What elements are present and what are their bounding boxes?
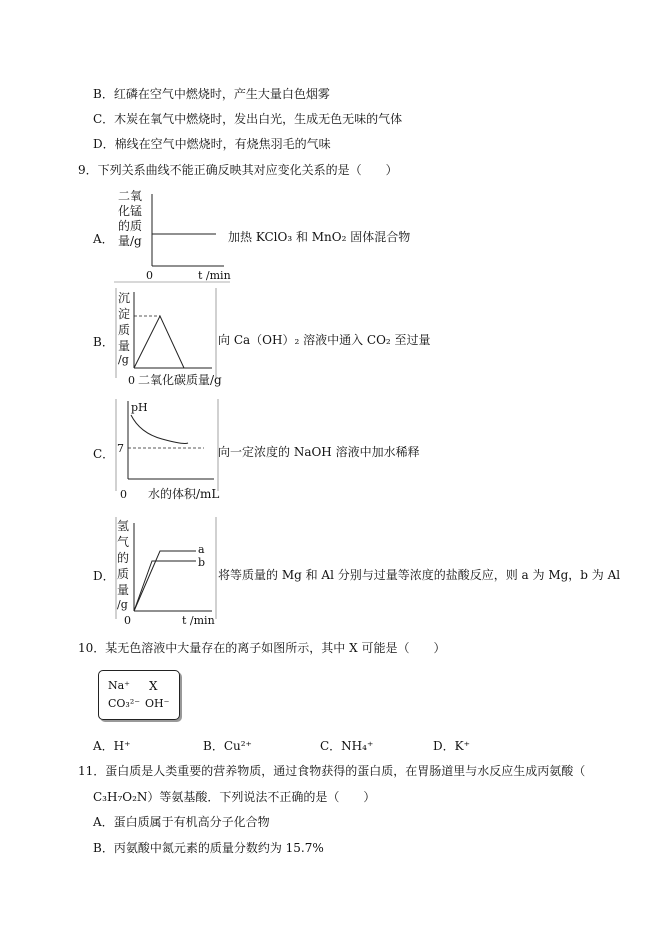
- q9-c-ylabel: pH: [131, 401, 148, 414]
- q9-d-ylabel-6: /g: [117, 598, 128, 611]
- q9-d-ylabel-3: 的: [117, 551, 130, 565]
- q9-d-origin: 0: [124, 614, 131, 627]
- q9-b-ylabel-2: 淀: [118, 307, 131, 321]
- q9-b-curve: [134, 316, 184, 368]
- q9-c-tick-7: 7: [117, 442, 124, 455]
- q8-option-b: B．红磷在空气中燃烧时，产生大量白色烟雾: [93, 87, 330, 101]
- q10-option-a: A．H⁺: [93, 739, 131, 753]
- q9-d-ylabel-2: 气: [117, 535, 130, 549]
- q9-d-ylabel-5: 量: [117, 583, 130, 597]
- q9-d-graph: [114, 515, 224, 625]
- q9-b-xlabel: 二氧化碳质量/g: [138, 373, 222, 387]
- q10-option-d: D．K⁺: [433, 739, 470, 753]
- q9-a-origin: 0: [146, 269, 153, 282]
- q9-b-letter: B．: [93, 335, 114, 349]
- q9-b-ylabel-5: /g: [118, 353, 129, 366]
- q10-stem: 10．某无色溶液中大量存在的离子如图所示，其中 X 可能是（ ）: [78, 641, 446, 655]
- q9-d-label-a: a: [198, 543, 205, 556]
- q10-option-b: B．Cu²⁺: [203, 739, 252, 753]
- q10-ion-box: [98, 670, 180, 720]
- q11-option-a: A．蛋白质属于有机高分子化合物: [93, 815, 270, 829]
- q10-ion-na: Na⁺: [108, 679, 130, 692]
- q9-a-ylabel-1: 二氧: [118, 189, 143, 203]
- q10-ion-oh: OH⁻: [145, 697, 170, 710]
- q9-stem: 9．下列关系曲线不能正确反映其对应变化关系的是（ ）: [78, 163, 398, 177]
- q9-d-letter: D．: [93, 569, 115, 583]
- q9-c-graph: [114, 395, 224, 505]
- q9-c-letter: C．: [93, 447, 115, 461]
- q9-a-desc: 加热 KClO₃ 和 MnO₂ 固体混合物: [228, 230, 411, 244]
- q8-option-d: D．棉线在空气中燃烧时，有烧焦羽毛的气味: [93, 137, 331, 151]
- q9-a-graph: [112, 188, 242, 283]
- q9-a-ylabel-2: 化锰: [118, 204, 143, 218]
- q9-b-desc: 向 Ca（OH）₂ 溶液中通入 CO₂ 至过量: [218, 333, 431, 347]
- q9-d-xlabel: t /min: [182, 614, 215, 627]
- q9-c-desc: 向一定浓度的 NaOH 溶液中加水稀释: [218, 445, 420, 459]
- q9-d-ylabel-1: 氢: [117, 519, 130, 533]
- q11-option-b: B．丙氨酸中氮元素的质量分数约为 15.7%: [93, 841, 324, 855]
- q9-d-label-b: b: [198, 556, 206, 569]
- q9-d-curve-a: [134, 551, 196, 611]
- q10-ion-x: X: [149, 679, 158, 693]
- q9-b-ylabel-3: 质: [118, 323, 131, 337]
- q9-b-graph: [114, 286, 224, 391]
- q8-option-c: C．木炭在氧气中燃烧时，发出白光，生成无色无味的气体: [93, 112, 403, 126]
- q9-b-ylabel-4: 量: [118, 339, 131, 353]
- q10-option-c: C．NH₄⁺: [320, 739, 374, 753]
- q11-stem-line1: 11．蛋白质是人类重要的营养物质，通过食物获得的蛋白质，在胃肠道里与水反应生成丙氨酸（: [78, 764, 586, 778]
- q9-d-curve-b: [134, 561, 196, 611]
- q11-stem-line2: C₃H₇O₂N）等氨基酸．下列说法不正确的是（ ）: [93, 790, 376, 804]
- q9-d-ylabel-4: 质: [117, 567, 130, 581]
- q9-a-ylabel-4: 量/g: [118, 234, 142, 248]
- q9-a-letter: A．: [93, 232, 114, 246]
- q9-c-origin: 0: [120, 488, 127, 501]
- q9-c-xlabel: 水的体积/mL: [148, 487, 220, 501]
- q10-ion-co3: CO₃²⁻: [108, 697, 141, 710]
- q9-a-xlabel: t /min: [198, 269, 231, 282]
- q9-c-curve: [131, 415, 188, 444]
- q9-a-ylabel-3: 的质: [118, 219, 143, 233]
- q9-b-ylabel-1: 沉: [118, 291, 131, 305]
- q9-b-origin: 0: [128, 374, 135, 387]
- q9-d-desc: 将等质量的 Mg 和 Al 分别与过量等浓度的盐酸反应，则 a 为 Mg，b 为 Al: [218, 568, 621, 582]
